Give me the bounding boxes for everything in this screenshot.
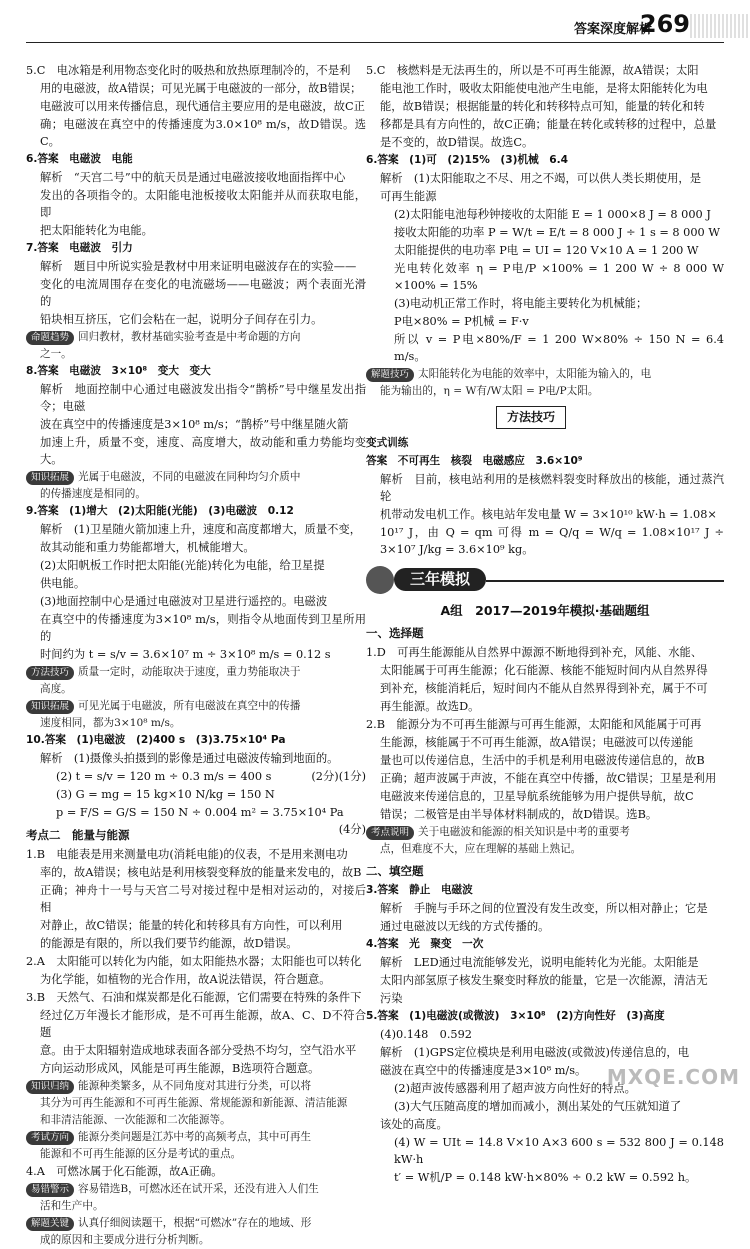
- text-line: [366, 116, 724, 133]
- text-line: [366, 134, 724, 151]
- line-text: 接收太阳能的功率 P = W/t = E/t = 8 000 J ÷ 1 s = 8 000 W: [394, 226, 720, 239]
- line-text: 解析 LED通过电流能够发光，说明电能转化为光能。太阳能是: [380, 956, 699, 969]
- line-text: 和非清洁能源、一次能源和二次能源等。: [40, 1114, 231, 1126]
- line-text: 正确；超声波属于声波，不能在真空中传播，故C错误；卫星是利用: [380, 772, 717, 785]
- line-text: 能源种类繁多，从不同角度对其进行分类，可以将: [78, 1080, 312, 1092]
- header-rule: [26, 42, 724, 43]
- line-text: 回归教材，教材基础实验考查是中考命题的方向: [78, 331, 301, 343]
- text-line: [26, 732, 366, 749]
- method-tips-title: 方法技巧: [496, 406, 566, 429]
- line-text: 的能源是有限的，所以我们要节约能源，故D错误。: [40, 937, 298, 950]
- tip-tag: 考点说明: [366, 826, 414, 840]
- text-line: [366, 188, 724, 205]
- line-text: 在真空中的传播速度为3×10⁸ m/s，则指令从地面传到卫星所用的: [40, 613, 366, 643]
- line-text: P电×80% = P机械 = F·v: [394, 315, 529, 328]
- text-line: [26, 80, 366, 97]
- text-line: [366, 435, 724, 452]
- line-text: 错误；二极管是由半导体材料制成的，故D错误。选B。: [380, 808, 658, 821]
- line-text: 发出的各项指令的。太阳能电池板接收太阳能并从而获取电能，即: [40, 189, 366, 219]
- line-text: 解析 (1)GPS定位模块是利用电磁波(或微波)传递信息的，电: [380, 1046, 690, 1059]
- tip-tag: 方法技巧: [26, 666, 74, 680]
- line-text: 3.答案 静止 电磁波: [366, 884, 473, 896]
- line-text: 光属于电磁波，不同的电磁波在同种均匀介质中: [78, 471, 301, 483]
- text-line: [26, 1095, 366, 1111]
- text-line: [26, 664, 366, 680]
- score-points: (4分): [338, 823, 366, 836]
- line-text: t′ = W机/P = 0.148 kW·h×80% ÷ 0.2 kW = 0.592 h。: [394, 1171, 697, 1184]
- line-text: 9.答案 (1)增大 (2)太阳能(光能) (3)电磁波 0.12: [26, 505, 294, 517]
- line-text: 成的原因和主要成分进行分析判断。: [40, 1234, 210, 1246]
- line-text: 该处的高度。: [380, 1118, 448, 1131]
- text-line: [366, 936, 724, 953]
- line-text: 生能源，核能属于不可再生能源，故A错误；电磁波可以传递能: [380, 736, 694, 749]
- line-text: 速度相同，都为3×10⁸ m/s。: [40, 717, 181, 729]
- text-line: [26, 169, 366, 186]
- text-line: [366, 152, 724, 169]
- text-line: [366, 680, 724, 697]
- line-text: 到补充，核能消耗后，短时间内不能从自然界得到补充，属于不可: [380, 682, 708, 695]
- text-line: [26, 953, 366, 970]
- line-text: 10.答案 (1)电磁波 (2)400 s (3)3.75×10⁴ Pa: [26, 734, 286, 746]
- line-text: 光电转化效率 η = P电/P ×100% = 1 200 W ÷ 8 000 W ×100% = 15%: [394, 262, 724, 292]
- text-line: [26, 258, 366, 275]
- text-line: [366, 662, 724, 679]
- line-text: 变式训练: [366, 437, 409, 449]
- text-line: [366, 752, 724, 769]
- line-text: 移都是具有方向性的，故C正确；能量在转化或转移的过程中，总量: [380, 118, 717, 131]
- text-line: [26, 486, 366, 502]
- text-line: [366, 1098, 724, 1115]
- text-line: [366, 224, 724, 241]
- tip-tag: 解题技巧: [366, 368, 414, 382]
- line-text: (2)太阳能电池每秒钟接收的太阳能 E = 1 000×8 J = 8 000 J: [394, 208, 711, 221]
- text-line: [366, 260, 724, 294]
- line-text: p = F/S = G/S = 150 N ÷ 0.004 m² = 3.75×10⁴ Pa: [56, 806, 344, 819]
- line-text: 太阳能转化为电能的效率中，太阳能为输入的，电: [418, 368, 652, 380]
- text-line: [26, 611, 366, 645]
- line-text: 1.D 可再生能源能从自然界中源源不断地得到补充，风能、水能、: [366, 646, 703, 659]
- text-line: [26, 846, 366, 863]
- line-text: 可再生能源: [380, 190, 437, 203]
- text-line: [366, 841, 724, 857]
- line-text: 高度。: [40, 683, 72, 695]
- line-text: 4.A 可燃冰属于化石能源，故A正确。: [26, 1165, 223, 1178]
- header-decoration: [690, 14, 750, 38]
- text-line: [26, 935, 366, 952]
- tip-tag: 考试方向: [26, 1131, 74, 1145]
- line-text: 铅块相互挤压，它们会粘在一起，说明分子间存在引力。: [40, 313, 323, 326]
- text-line: [26, 1163, 366, 1180]
- right-bottom-block: [366, 625, 724, 1186]
- line-text: 10¹⁷ J，由 Q = qm 可得 m = Q/q = W/q = 1.08×10¹⁷ J ÷ 3×10⁷ J/kg = 3.6×10⁹ kg。: [380, 526, 724, 556]
- line-text: (2)太阳帆板工作时把太阳能(光能)转化为电能，给卫星提: [40, 559, 325, 572]
- text-line: [26, 1007, 366, 1041]
- line-text: 答案 不可再生 核裂 电磁感应 3.6×10⁹: [366, 455, 583, 467]
- text-line: [366, 824, 724, 840]
- text-line: [26, 276, 366, 310]
- text-line: [366, 98, 724, 115]
- right-top-block: [366, 62, 724, 399]
- text-line: [366, 716, 724, 733]
- line-text: 质量一定时，动能取决于速度，重力势能取决于: [78, 666, 301, 678]
- rocket-icon: [366, 566, 394, 594]
- text-line: [366, 770, 724, 787]
- text-line: [366, 644, 724, 661]
- text-line: [26, 917, 366, 934]
- line-text: (2) t = s/v = 120 m ÷ 0.3 m/s = 400 s: [56, 770, 272, 783]
- text-line: [366, 788, 724, 805]
- banner-rule: [486, 580, 724, 582]
- text-line: [366, 524, 724, 558]
- text-line: [366, 1134, 724, 1168]
- line-text: 故其动能和重力势能都增大，机械能增大。: [40, 541, 255, 554]
- text-line: [366, 242, 724, 259]
- line-text: (4) W = UIt = 14.8 V×10 A×3 600 s = 532 800 J = 0.148 kW·h: [394, 1136, 724, 1166]
- text-line: [366, 331, 724, 365]
- text-line: [366, 313, 724, 330]
- line-text: 解析 地面控制中心通过电磁波发出指令“鹊桥”号中继星发出指令；电磁: [40, 383, 366, 413]
- text-line: [366, 734, 724, 751]
- text-line: [366, 80, 724, 97]
- line-text: 正确；神舟十一号与天宫二号对接过程中是相对运动的，对接后相: [40, 884, 366, 914]
- text-line: [26, 593, 366, 610]
- line-text: 能电池工作时，吸收太阳能使电池产生电能，是将太阳能转化为电: [380, 82, 708, 95]
- line-text: 污染: [380, 992, 403, 1005]
- line-text: 确；电磁波在真空中的传播速度为3.0×10⁸ m/s，故D错误。选C。: [40, 118, 366, 148]
- text-line: [26, 646, 366, 663]
- text-line: [26, 989, 366, 1006]
- line-text: 8.答案 电磁波 3×10⁸ 变大 变大: [26, 365, 211, 377]
- text-line: [26, 750, 366, 767]
- text-line: [26, 1112, 366, 1128]
- line-text: 5.C 电冰箱是利用物态变化时的吸热和放热原理制冷的，不是利: [26, 64, 351, 77]
- text-line: [26, 151, 366, 168]
- line-text: 机带动发电机工作。核电站年发电量 W = 3×10¹⁰ kW·h = 1.08×: [380, 508, 717, 521]
- variant-training-block: [366, 435, 724, 558]
- text-line: [26, 827, 366, 844]
- text-line: [26, 1146, 366, 1162]
- text-line: [26, 503, 366, 520]
- text-line: [26, 539, 366, 556]
- text-line: [26, 1042, 366, 1059]
- text-line: [26, 1181, 366, 1197]
- text-line: [26, 222, 366, 239]
- line-text: 一、选择题: [366, 626, 424, 640]
- header-title: 答案深度解析: [573, 22, 652, 37]
- text-line: [366, 62, 724, 79]
- line-text: 太阳内部氢原子核发生聚变时释放的能量，它是一次能源，清洁无: [380, 974, 708, 987]
- text-line: [366, 506, 724, 523]
- text-line: [26, 864, 366, 881]
- line-text: 量也可以传递信息，生活中的手机是利用电磁波传递信息的，故B: [380, 754, 705, 767]
- line-text: 能源分类问题是江苏中考的高频考点，其中可再生: [78, 1131, 312, 1143]
- text-line: [26, 346, 366, 362]
- line-text: 解析 “天宫二号”中的航天员是通过电磁波接收地面指挥中心: [40, 171, 346, 184]
- line-text: 2.B 能源分为不可再生能源与可再生能源，太阳能和风能属于可再: [366, 718, 702, 731]
- line-text: 考点二 能量与能源: [26, 828, 130, 842]
- line-text: 6.答案 (1)可 (2)15% (3)机械 6.4: [366, 154, 569, 166]
- text-line: [366, 863, 724, 880]
- line-text: 率的，故A错误；核电站是利用核裂变释放的能量来发电的，故B: [40, 866, 362, 879]
- text-line: [26, 311, 366, 328]
- line-text: (3)电动机正常工作时，将电能主要转化为机械能；: [394, 297, 648, 310]
- line-text: 1.B 电能表是用来测量电功(消耗电能)的仪表，不是用来测电功: [26, 848, 348, 861]
- left-column: [26, 62, 366, 1249]
- watermark: MXQE.COM: [606, 1065, 740, 1089]
- text-line: [366, 918, 724, 935]
- text-line: [26, 469, 366, 485]
- text-line: [26, 715, 366, 731]
- line-text: 意。由于太阳辐射造成地球表面各部分受热不均匀，空气沿水平: [40, 1044, 357, 1057]
- text-line: [26, 768, 366, 785]
- line-text: 再生能源。故选D。: [380, 700, 480, 713]
- line-text: 所以 v = P电×80%/F = 1 200 W×80% ÷ 150 N = 6.4 m/s。: [394, 333, 724, 363]
- line-text: 可见光属于电磁波，所有电磁波在真空中的传播: [78, 700, 301, 712]
- text-line: [26, 1215, 366, 1231]
- text-line: [26, 521, 366, 538]
- text-line: [366, 625, 724, 642]
- line-text: 解析 目前，核电站利用的是核燃料裂变时释放出的核能，通过蒸汽轮: [380, 473, 724, 503]
- text-line: [26, 240, 366, 257]
- line-text: 加速上升，质量不变，速度、高度增大，故动能和重力势能均变大。: [40, 436, 366, 466]
- line-text: 5.答案 (1)电磁波(或微波) 3×10⁸ (2)方向性好 (3)高度: [366, 1010, 665, 1022]
- text-line: [26, 1060, 366, 1077]
- line-text: (3)地面控制中心是通过电磁波对卫星进行遥控的。电磁波: [40, 595, 328, 608]
- line-text: 4.答案 光 聚变 一次: [366, 938, 484, 950]
- text-line: [366, 1008, 724, 1025]
- line-text: 电磁波来传递信息的，卫星导航系统能够为用户提供导航，故C: [380, 790, 694, 803]
- page-header: [0, 8, 750, 44]
- line-text: 太阳能属于可再生能源；化石能源、核能不能短时间内从自然界得: [380, 664, 708, 677]
- text-line: [26, 381, 366, 415]
- line-text: 电磁波可以用来传播信息，现代通信主要应用的是电磁波，故C正: [40, 100, 365, 113]
- text-line: [26, 971, 366, 988]
- text-line: [366, 453, 724, 470]
- text-line: [26, 1078, 366, 1094]
- text-line: [26, 786, 366, 803]
- line-text: 用的电磁波，故A错误；可见光属于电磁波的一部分，故B错误；: [40, 82, 362, 95]
- line-text: (3) G = mg = 15 kg×10 N/kg = 150 N: [56, 788, 275, 801]
- line-text: 是不变的，故D错误。故选C。: [380, 136, 534, 149]
- line-text: 点，但难度不大，应在理解的基础上熟记。: [380, 843, 582, 855]
- text-line: [366, 882, 724, 899]
- text-line: [366, 900, 724, 917]
- line-text: 2.A 太阳能可以转化为内能，如太阳能热水器；太阳能也可以转化: [26, 955, 362, 968]
- line-text: 容易错选B，可燃冰还在试开采，还没有进入人们生: [78, 1183, 319, 1195]
- tip-tag: 知识归纳: [26, 1080, 74, 1094]
- text-line: [366, 366, 724, 382]
- line-text: (4)0.148 0.592: [380, 1028, 472, 1041]
- line-text: 解析 (1)摄像头拍摄到的影像是通过电磁波传输到地面的。: [40, 752, 339, 765]
- text-line: [366, 295, 724, 312]
- line-text: 解析 (1)卫星随火箭加速上升，速度和高度都增大，质量不变，: [40, 523, 362, 536]
- text-line: [366, 954, 724, 971]
- text-line: [366, 1044, 724, 1061]
- line-text: 解析 (1)太阳能取之不尽、用之不竭，可以供人类长期使用，是: [380, 172, 702, 185]
- text-line: [366, 1116, 724, 1133]
- line-text: 对静止，故C错误；能量的转化和转移具有方向性，可以利用: [40, 919, 343, 932]
- line-text: 二、填空题: [366, 864, 424, 878]
- three-year-sim-label: 三年模拟: [394, 568, 486, 591]
- text-line: [366, 1026, 724, 1043]
- line-text: 经过亿万年漫长才能形成，是不可再生能源，故A、C、D不符合题: [40, 1009, 366, 1039]
- tip-tag: 易错警示: [26, 1183, 74, 1197]
- line-text: 太阳能提供的电功率 P电 = UI = 120 V×10 A = 1 200 W: [394, 244, 699, 257]
- text-line: [366, 806, 724, 823]
- text-line: [26, 363, 366, 380]
- tip-tag: 知识拓展: [26, 471, 74, 485]
- line-text: 能为输出的，η = W有/W太阳 = P电/P太阳。: [380, 385, 599, 397]
- right-column: [366, 62, 724, 1187]
- line-text: 波在真空中的传播速度是3×10⁸ m/s；“鹊桥”号中继星随火箭: [40, 418, 349, 431]
- score-points: (1分): [338, 770, 366, 783]
- line-text: 把太阳能转化为电能。: [40, 224, 153, 237]
- text-line: [26, 882, 366, 916]
- text-line: [366, 170, 724, 187]
- line-text: 7.答案 电磁波 引力: [26, 242, 133, 254]
- text-line: [366, 698, 724, 715]
- tip-tag: 命题趋势: [26, 331, 74, 345]
- text-line: [26, 1129, 366, 1145]
- line-text: 时间约为 t = s/v = 3.6×10⁷ m ÷ 3×10⁸ m/s = 0.12 s: [40, 648, 331, 661]
- line-text: 能源和不可再生能源的区分是考试的重点。: [40, 1148, 242, 1160]
- text-line: [26, 434, 366, 468]
- group-title: A组 2017—2019年模拟·基础题组: [440, 603, 650, 618]
- text-line: [366, 206, 724, 223]
- line-text: 关于电磁波和能源的相关知识是中考的重要考: [418, 826, 630, 838]
- text-line: [26, 698, 366, 714]
- text-line: [26, 98, 366, 115]
- line-text: 变化的电流周围存在变化的电流磁场——电磁波；两个表面光滑的: [40, 278, 366, 308]
- text-line: [26, 681, 366, 697]
- text-line: [26, 187, 366, 221]
- page-number: 269: [639, 10, 690, 38]
- text-line: [26, 557, 366, 574]
- line-text: 解析 题目中所说实验是教材中用来证明电磁波存在的实验——: [40, 260, 357, 273]
- line-text: 活和生产中。: [40, 1200, 104, 1212]
- line-text: 解析 手腕与手环之间的位置没有发生改变，所以相对静止；它是: [380, 902, 708, 915]
- line-text: 认真仔细阅读题干，根据“可燃冰”存在的地域、形: [78, 1217, 312, 1229]
- text-line: [26, 116, 366, 150]
- text-line: [366, 972, 724, 989]
- line-text: 能，故B错误；根据能量的转化和转移特点可知，能量的转化和转: [380, 100, 705, 113]
- text-line: [26, 1198, 366, 1214]
- line-text: 5.C 核燃料是无法再生的，所以是不可再生能源，故A错误；太阳: [366, 64, 699, 77]
- line-text: 3.B 天然气、石油和煤炭都是化石能源，它们需要在特殊的条件下: [26, 991, 362, 1004]
- line-text: 的传播速度是相同的。: [40, 488, 146, 500]
- text-line: [366, 471, 724, 505]
- text-line: [26, 1232, 366, 1248]
- text-line: [26, 575, 366, 592]
- line-text: 供电能。: [40, 577, 86, 590]
- line-text: 6.答案 电磁波 电能: [26, 153, 133, 165]
- line-text: 之一。: [40, 348, 72, 360]
- line-text: 方向运动形成风，风能是可再生能源，B选项符合题意。: [40, 1062, 320, 1075]
- line-text: (2)超声波传感器利用了超声波方向性好的特点。: [394, 1082, 636, 1095]
- text-line: [26, 329, 366, 345]
- score-points: (2分): [311, 770, 339, 783]
- text-line: [26, 62, 366, 79]
- tip-tag: 解题关键: [26, 1217, 74, 1231]
- line-text: 磁波在真空中的传播速度是3×10⁸ m/s。: [380, 1064, 587, 1077]
- text-line: [366, 383, 724, 399]
- line-text: 通过电磁波以无线的方式传播的。: [380, 920, 550, 933]
- text-line: [366, 1169, 724, 1186]
- text-line: [366, 990, 724, 1007]
- three-year-sim-banner: [366, 566, 724, 596]
- tip-tag: 知识拓展: [26, 700, 74, 714]
- line-text: (3)大气压随高度的增加而减小，测出某处的气压就知道了: [394, 1100, 682, 1113]
- text-line: [26, 416, 366, 433]
- line-text: 其分为可再生能源和不可再生能源、常规能源和新能源、清洁能源: [40, 1097, 348, 1109]
- line-text: 为化学能，如植物的光合作用，故A说法错误，符合题意。: [40, 973, 331, 986]
